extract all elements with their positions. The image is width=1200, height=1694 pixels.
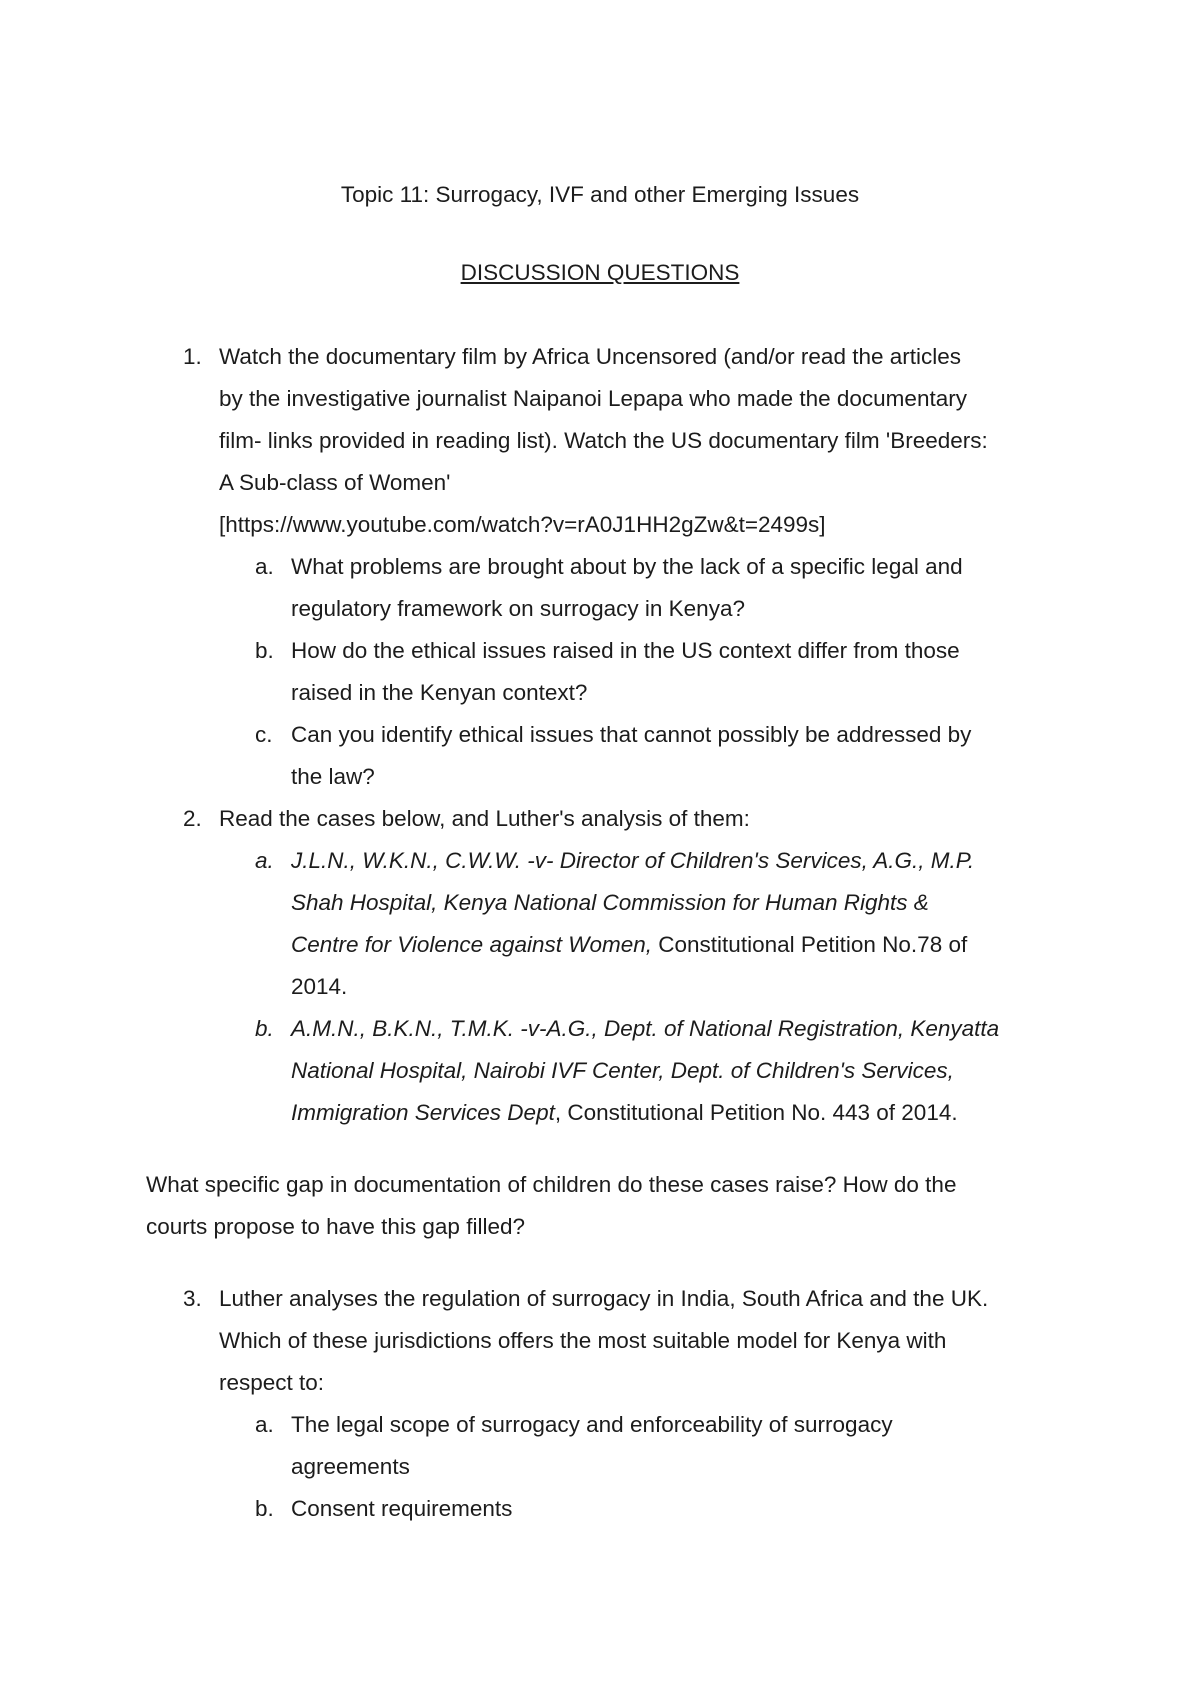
question-1b-label: b.: [255, 638, 274, 663]
case-b-citation: [291, 1092, 958, 1134]
question-1-link: [https://www.youtube.com/watch?v=rA0J1HH2gZw&t=2499s]: [219, 512, 826, 537]
question-3-number: 3.: [183, 1286, 202, 1311]
case-a-citation: [291, 924, 967, 966]
question-3a-line: agreements: [291, 1454, 410, 1479]
question-2-intro: Read the cases below, and Luther's analysis of them:: [219, 806, 750, 831]
case-b-label: b.: [255, 1016, 274, 1041]
question-1c-label: c.: [255, 722, 273, 747]
question-3a-label: a.: [255, 1412, 274, 1437]
question-3a-line: The legal scope of surrogacy and enforceability of surrogacy: [291, 1412, 893, 1437]
followup-line: courts propose to have this gap filled?: [146, 1214, 525, 1239]
question-3b-label: b.: [255, 1496, 274, 1521]
question-1b-line: How do the ethical issues raised in the US context differ from those: [291, 638, 960, 663]
case-b-petition: , Constitutional Petition No. 443 of 2014.: [554, 1100, 958, 1125]
case-b-parties: Immigration Services Dept: [291, 1100, 555, 1125]
question-3-line: respect to:: [219, 1370, 325, 1395]
question-1-number: 1.: [183, 344, 202, 369]
case-b-line: National Hospital, Nairobi IVF Center, Dept. of Children's Services,: [291, 1058, 954, 1083]
case-a-petition: Constitutional Petition No.78 of: [652, 932, 968, 957]
case-a-label: a.: [255, 848, 274, 873]
question-1a-line: What problems are brought about by the lack of a specific legal and: [291, 554, 963, 579]
question-1-line: A Sub-class of Women': [219, 470, 451, 495]
followup-line: What specific gap in documentation of children do these cases raise? How do the: [146, 1172, 957, 1197]
section-heading: DISCUSSION QUESTIONS: [460, 260, 740, 285]
question-1b-line: raised in the Kenyan context?: [291, 680, 588, 705]
case-a-line: J.L.N., W.K.N., C.W.W. -v- Director of Children's Services, A.G., M.P.: [291, 848, 975, 873]
question-3b-line: Consent requirements: [291, 1496, 513, 1521]
question-3-line: Which of these jurisdictions offers the most suitable model for Kenya with: [219, 1328, 947, 1353]
question-1-line: film- links provided in reading list). Watch the US documentary film 'Breeders:: [219, 428, 988, 453]
question-2-number: 2.: [183, 806, 202, 831]
question-3-line: Luther analyses the regulation of surrogacy in India, South Africa and the UK.: [219, 1286, 989, 1311]
case-a-year: 2014.: [291, 974, 348, 999]
question-1-line: Watch the documentary film by Africa Uncensored (and/or read the articles: [219, 344, 962, 369]
case-a-line: Shah Hospital, Kenya National Commission for Human Rights &: [291, 890, 929, 915]
question-1a-line: regulatory framework on surrogacy in Kenya?: [291, 596, 745, 621]
question-1c-line: Can you identify ethical issues that cannot possibly be addressed by: [291, 722, 972, 747]
page-title: Topic 11: Surrogacy, IVF and other Emerging Issues: [340, 182, 860, 207]
case-a-parties: Centre for Violence against Women,: [291, 932, 653, 957]
case-b-line: A.M.N., B.K.N., T.M.K. -v-A.G., Dept. of National Registration, Kenyatta: [291, 1016, 1000, 1041]
question-1a-label: a.: [255, 554, 274, 579]
question-1c-line: the law?: [291, 764, 375, 789]
question-1-line: by the investigative journalist Naipanoi Lepapa who made the documentary: [219, 386, 967, 411]
